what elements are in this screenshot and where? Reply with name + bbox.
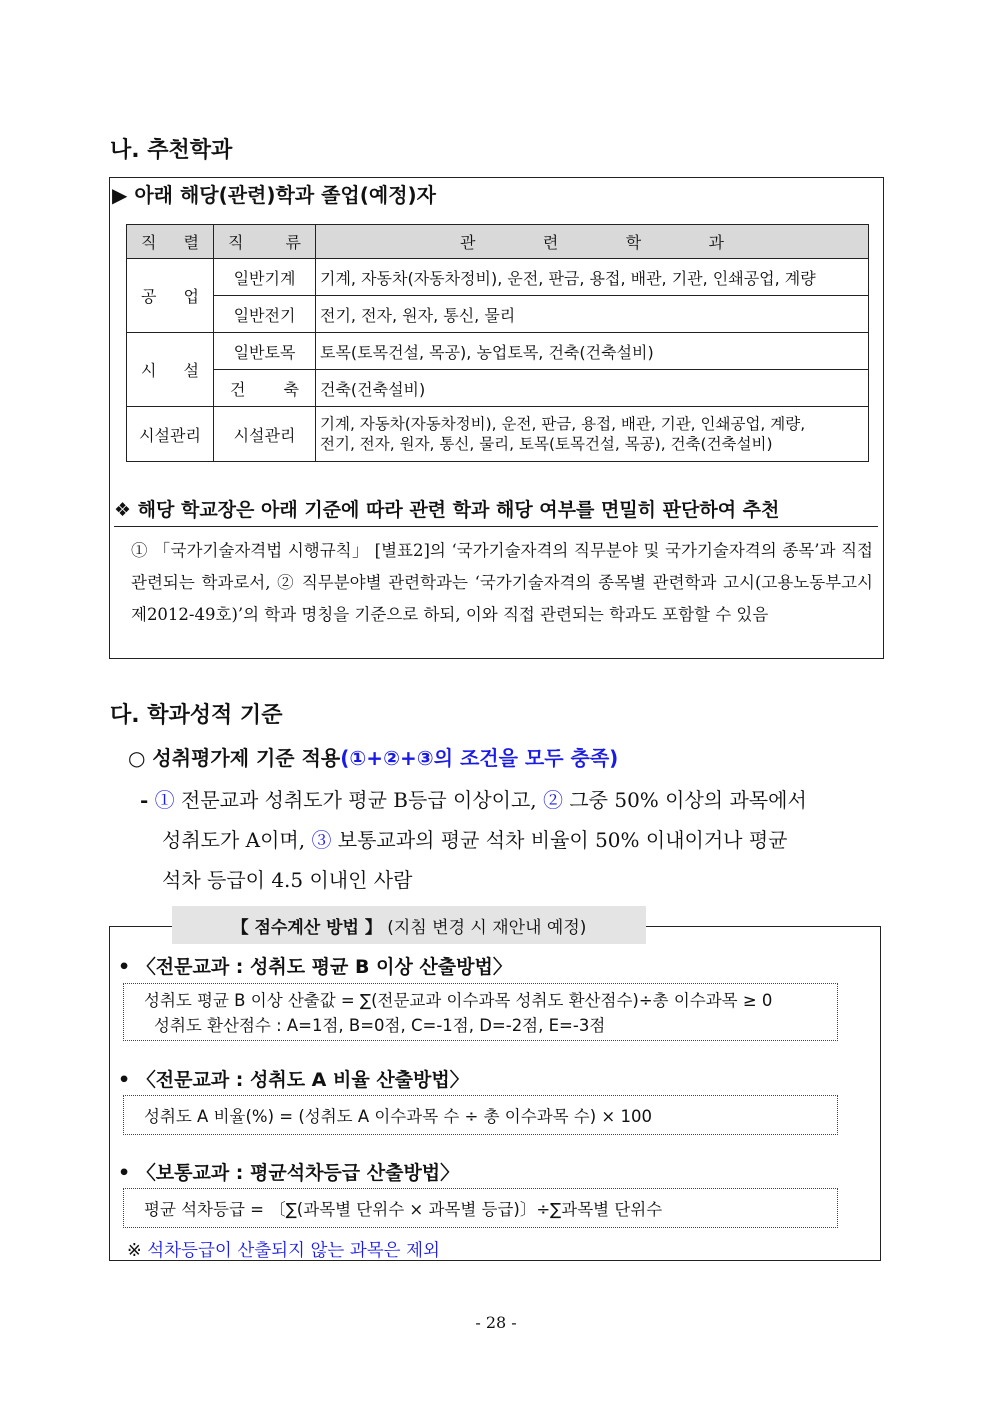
table-row: [127, 333, 869, 370]
depts-cell: 기계, 자동차(자동차정비), 운전, 판금, 용접, 배관, 기관, 인쇄공업, 계량: [316, 259, 869, 296]
criteria-prefix: ○ 성취평가제 기준 적용: [128, 746, 341, 770]
table-row: [127, 296, 869, 333]
type-cell: 일반토목: [214, 333, 316, 370]
note-mark: ※: [127, 1241, 142, 1261]
table-row: [127, 370, 869, 407]
header-series: 직 렬: [141, 233, 199, 252]
series-facility: 시 설: [141, 361, 199, 380]
criteria-line-3: 석차 등급이 4.5 이내인 사람: [162, 868, 413, 892]
subsection-title: • 〈전문교과 : 성취도 평균 B 이상 산출방법〉: [118, 956, 512, 978]
series-industry: 공 업: [141, 287, 199, 306]
table-row: [127, 259, 869, 296]
criteria-body: [140, 780, 892, 900]
related-departments-table: [126, 224, 869, 462]
circled-2: ②: [543, 788, 563, 812]
subsection-title: • 〈전문교과 : 성취도 A 비율 산출방법〉: [118, 1069, 469, 1091]
note-text: 석차등급이 산출되지 않는 과목은 제외: [141, 1241, 440, 1261]
criteria-line: [128, 742, 618, 771]
depts-cell: 토목(토목건설, 목공), 농업토목, 건축(건축설비): [316, 333, 869, 370]
depts-line: 전기, 전자, 원자, 통신, 물리, 토목(토목건설, 목공), 건축(건축설비): [320, 435, 773, 453]
criteria-line-1: - ① 전문교과 성취도가 평균 B등급 이상이고, ② 그중 50% 이상의 과목에서: [140, 788, 807, 812]
note-body: ① 「국가기술자격법 시행규칙」 [별표2]의 ‘국가기술자격의 직무분야 및 국가기술자격의 종목’과 직접 관련되는 학과로서, ② 직무분야별 관련학과는 ‘국가기술자격의 종목별 관련학과 고시(고용노동부고시 제2012-49호)’의 학과 명칭을 기준으로 하되, 이와 직접 관련되는 학과도 포함할 수 있음: [131, 541, 873, 624]
criteria-highlight: (①+②+③의 조건을 모두 충족): [340, 746, 619, 770]
type-cell: 시설관리: [214, 407, 316, 462]
formula-line: 성취도 환산점수 : A=1점, B=0점, C=-1점, D=-2점, E=-3점: [154, 1016, 606, 1035]
criteria-line-2: 성취도가 A이며, ③ 보통교과의 평균 석차 비율이 50% 이내이거나 평균: [162, 828, 788, 852]
formula-line: 성취도 평균 B 이상 산출값 = ∑(전문교과 이수과목 성취도 환산점수)÷총 이수과목 ≥ 0: [144, 991, 773, 1010]
formula-line: 성취도 A 비율(%) = (성취도 A 이수과목 수 ÷ 총 이수과목 수) × 100: [144, 1107, 652, 1126]
exclusion-note: [127, 1237, 440, 1262]
table-row: [127, 407, 869, 462]
table-header-row: [127, 225, 869, 259]
formula-box: [123, 983, 838, 1041]
formula-box: [123, 1188, 838, 1228]
depts-cell: 전기, 전자, 원자, 통신, 물리: [316, 296, 869, 333]
depts-cell-multiline: [316, 407, 869, 462]
formula-line: 평균 석차등급 = 〔∑(과목별 단위수 × 과목별 등급)〕÷∑과목별 단위수: [144, 1200, 663, 1219]
header-depts: 관 련 학 과: [460, 233, 724, 252]
depts-line: 기계, 자동차(자동차정비), 운전, 판금, 용접, 배관, 기관, 인쇄공업, 계량,: [320, 415, 806, 433]
section-heading-na: 나. 추천학과: [110, 138, 233, 163]
type-cell: 일반전기: [214, 296, 316, 333]
section-heading-da: 다. 학과성적 기준: [110, 703, 283, 728]
header-type: 직 류: [228, 233, 301, 252]
page-number: - 28 -: [475, 1313, 517, 1332]
subsection-title: • 〈보통교과 : 평균석차등급 산출방법〉: [118, 1162, 460, 1184]
note-title: ❖ 해당 학교장은 아래 기준에 따라 관련 학과 해당 여부를 면밀히 판단하여 추천: [114, 495, 878, 527]
series-cell: 시설관리: [127, 407, 214, 462]
circled-1: ①: [154, 788, 175, 812]
box-title: ▶ 아래 해당(관련)학과 졸업(예정)자: [112, 183, 436, 207]
formula-box: [123, 1095, 838, 1135]
depts-cell: 건축(건축설비): [316, 370, 869, 407]
circled-3: ③: [311, 828, 332, 852]
score-calc-title: 【 점수계산 방법 】 (지침 변경 시 재안내 예정): [172, 906, 646, 944]
type-cell: 일반기계: [214, 259, 316, 296]
type-architecture: 건 축: [230, 379, 299, 399]
